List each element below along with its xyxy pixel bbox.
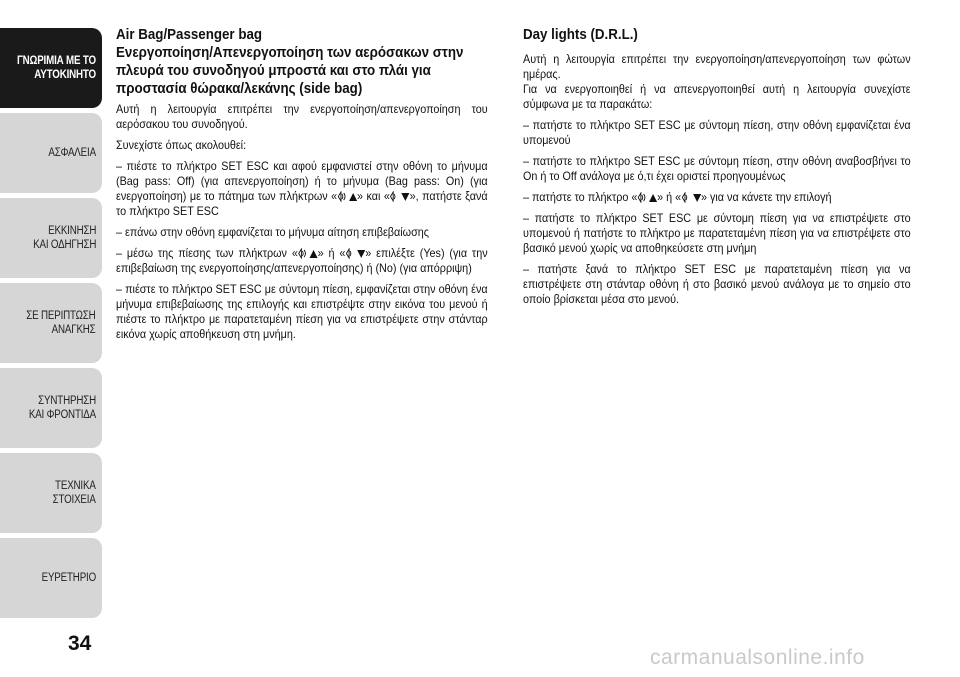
paragraph: Συνεχίστε όπως ακολουθεί: xyxy=(116,138,247,152)
dimmer-up-icon xyxy=(637,190,657,204)
right-column xyxy=(523,26,911,313)
tab-label: ΕΥΡΕΤΗΡΙΟ xyxy=(41,572,96,584)
heading-line: προστασία θώρακα/λεκάνης (side bag) xyxy=(116,81,363,97)
dimmer-up-icon xyxy=(298,246,318,260)
page-number: 34 xyxy=(68,632,92,655)
tab-label: ΑΣΦΑΛΕΙΑ xyxy=(48,147,96,159)
text-run: » επιλέξτε (Yes) (για την επιβεβαίωση της ενεργοποίησης/απενεργοποίησης) ή (No) (για απόρριψη) xyxy=(116,246,488,275)
tab-label: ΕΚΚΙΝΗΣΗ ΚΑΙ ΟΔΗΓΗΣΗ xyxy=(32,225,96,251)
text-run: », πατήστε ξανά το πλήκτρο SET ESC xyxy=(116,189,488,218)
dimmer-down-icon xyxy=(681,190,701,204)
tab-emergency[interactable] xyxy=(0,283,102,363)
text-run: – πιέστε το πλήκτρο SET ESC και αφού εμφανιστεί στην οθόνη το μήνυμα (Bag pass: Off) (για απενεργοποίηση) ή το μήνυμα (Bag pass: On) (για ενεργοποίηση) με το πάτημα των πλήκτρων « xyxy=(116,159,488,203)
tab-safety[interactable] xyxy=(0,113,102,193)
dimmer-down-icon xyxy=(390,189,410,203)
paragraph xyxy=(116,246,488,276)
paragraph: Για να ενεργοποιηθεί ή να απενεργοποιηθεί αυτή η λειτουργία συνεχίστε σύμφωνα με τα παρακάτω: xyxy=(523,82,911,111)
tab-label: ΓΝΩΡΙΜΙΑ ΜΕ ΤΟ ΑΥΤΟΚΙΝΗΤΟ xyxy=(16,55,96,81)
section-heading-day-lights: Day lights (D.R.L.) xyxy=(523,27,638,43)
paragraph xyxy=(523,190,911,205)
heading-line: Ενεργοποίηση/Απενεργοποίηση των αερόσακων στην xyxy=(116,45,464,61)
paragraph: – πιέστε το πλήκτρο SET ESC με σύντομη πίεση, εμφανίζεται στην οθόνη ένα μήνυμα επιβεβαίωσης της επιλογής και επιστρέψτε στην εικόνα του μενού ή πιέστε το πλήκτρο με παρατεταμένη πίεση για να επιστρέψετε στην στάνταρ εικόνα χωρίς αποθήκευση στη μνήμη. xyxy=(116,282,488,341)
tab-label: ΤΕΧΝΙΚΑ ΣΤΟΙΧΕΙΑ xyxy=(52,480,96,506)
paragraph: Αυτή η λειτουργία επιτρέπει την ενεργοποίηση/απενεργοποίηση του αερόσακου του συνοδηγού. xyxy=(116,102,488,131)
text-run: » ή « xyxy=(317,246,346,260)
heading-line: Air Bag/Passenger bag xyxy=(116,27,263,43)
tab-label: ΣΥΝΤΗΡΗΣΗ ΚΑΙ ΦΡΟΝΤΙΔΑ xyxy=(28,395,96,421)
paragraph: – επάνω στην οθόνη εμφανίζεται το μήνυμα αίτηση επιβεβαίωσης xyxy=(116,225,429,239)
tab-getting-to-know[interactable] xyxy=(0,28,102,108)
section-heading-airbag xyxy=(116,26,486,98)
tab-maintenance[interactable] xyxy=(0,368,102,448)
dimmer-up-icon xyxy=(337,189,357,203)
heading-line: πλευρά του συνοδηγού μπροστά και στο πλάι για xyxy=(116,63,431,79)
text-run: – πατήστε το πλήκτρο « xyxy=(523,190,638,204)
paragraph: – πατήστε το πλήκτρο SET ESC με σύντομη πίεση, στην οθόνη εμφανίζεται ένα υπομενού xyxy=(523,118,911,147)
text-run: » και « xyxy=(356,189,390,203)
text-run: » για να κάνετε την επιλογή xyxy=(701,190,832,204)
dimmer-down-icon xyxy=(345,246,365,260)
paragraph: – πατήστε το πλήκτρο SET ESC με σύντομη πίεση, στην οθόνη αναβοσβήνει το On ή το Off ανάλογα με ό,τι έχει οριστεί προηγουμένως xyxy=(523,154,911,183)
left-column xyxy=(116,26,488,348)
paragraph: – πατήστε το πλήκτρο SET ESC με σύντομη πίεση για να επιστρέψετε στο υπομενού ή πατήστε το πλήκτρο με παρατεταμένη πίεση για να επιστρέψετε στο βασικό μενού χωρίς να αποθηκεύσετε στη μνήμη xyxy=(523,211,911,255)
tab-label: ΣΕ ΠΕΡΙΠΤΩΣΗ ΑΝΑΓΚΗΣ xyxy=(26,310,96,336)
paragraph: Αυτή η λειτουργία επιτρέπει την ενεργοποίηση/απενεργοποίηση των φώτων ημέρας. xyxy=(523,52,911,81)
tab-starting-driving[interactable] xyxy=(0,198,102,278)
paragraph: – πατήστε ξανά το πλήκτρο SET ESC με παρατεταμένη πίεση για να επιστρέψετε στη στάνταρ οθόνη ή στο βασικό μενού ανάλογα με το σημείο στο οποίο βρίσκεται μέσα στο μενού. xyxy=(523,262,911,306)
watermark: carmanualsonline.info xyxy=(650,646,865,669)
tab-index[interactable] xyxy=(0,538,102,618)
section-tabs xyxy=(0,28,102,623)
text-run: » ή « xyxy=(657,190,682,204)
text-run: – μέσω της πίεσης των πλήκτρων « xyxy=(116,246,298,260)
paragraph xyxy=(116,159,488,219)
tab-technical-data[interactable] xyxy=(0,453,102,533)
